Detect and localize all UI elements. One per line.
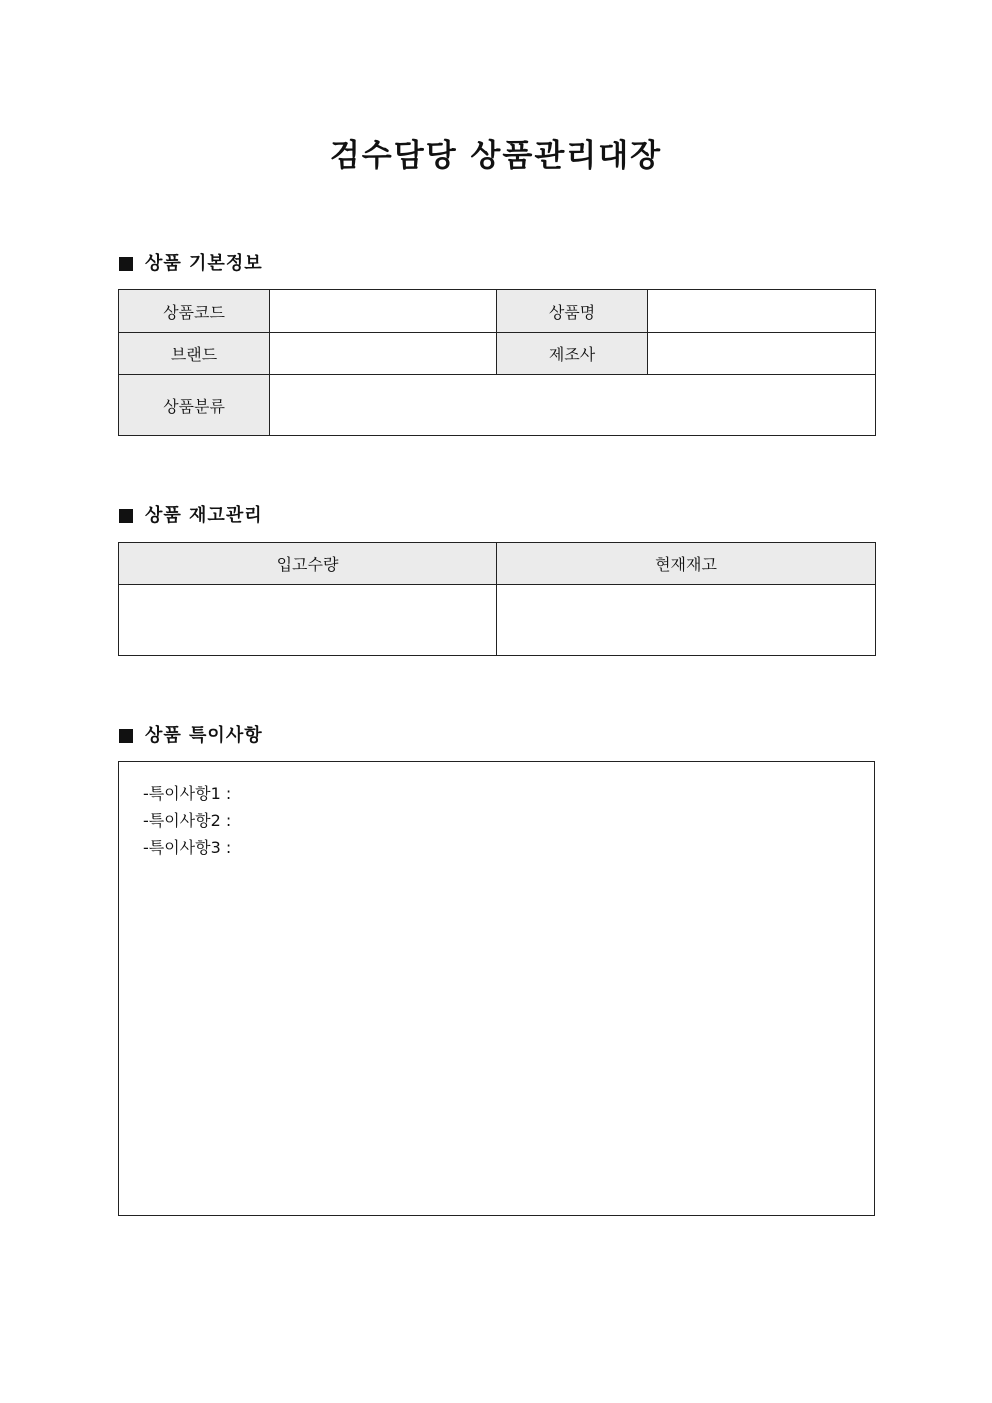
note-item: -특이사항3 : [143,838,232,857]
received-quantity-header: 입고수량 [119,543,497,585]
note-item: -특이사항1 : [143,784,232,803]
black-square-icon [119,509,133,523]
page-title: 검수담당 상품관리대장 [329,138,663,174]
section-heading-inventory [119,503,263,529]
product-name-field[interactable] [648,290,876,333]
black-square-icon [119,729,133,743]
section-heading-text: 상품 재고관리 [145,505,263,526]
note-item: -특이사항2 : [143,811,232,830]
notes-box[interactable] [118,761,875,1216]
section-heading-text: 상품 기본정보 [145,253,263,274]
product-code-field[interactable] [270,290,497,333]
black-square-icon [119,257,133,271]
inventory-table [118,542,876,656]
basic-info-table [118,289,876,436]
section-heading-basic-info [119,251,263,277]
manufacturer-field[interactable] [648,333,876,375]
product-name-label: 상품명 [497,290,648,333]
category-label: 상품분류 [119,375,270,436]
current-stock-field[interactable] [497,585,876,656]
product-code-label: 상품코드 [119,290,270,333]
current-stock-header: 현재재고 [497,543,876,585]
section-heading-text: 상품 특이사항 [145,725,263,746]
brand-label: 브랜드 [119,333,270,375]
received-quantity-field[interactable] [119,585,497,656]
category-field[interactable] [270,375,876,436]
section-heading-notes [119,723,263,749]
manufacturer-label: 제조사 [497,333,648,375]
brand-field[interactable] [270,333,497,375]
notes-list [143,780,231,861]
